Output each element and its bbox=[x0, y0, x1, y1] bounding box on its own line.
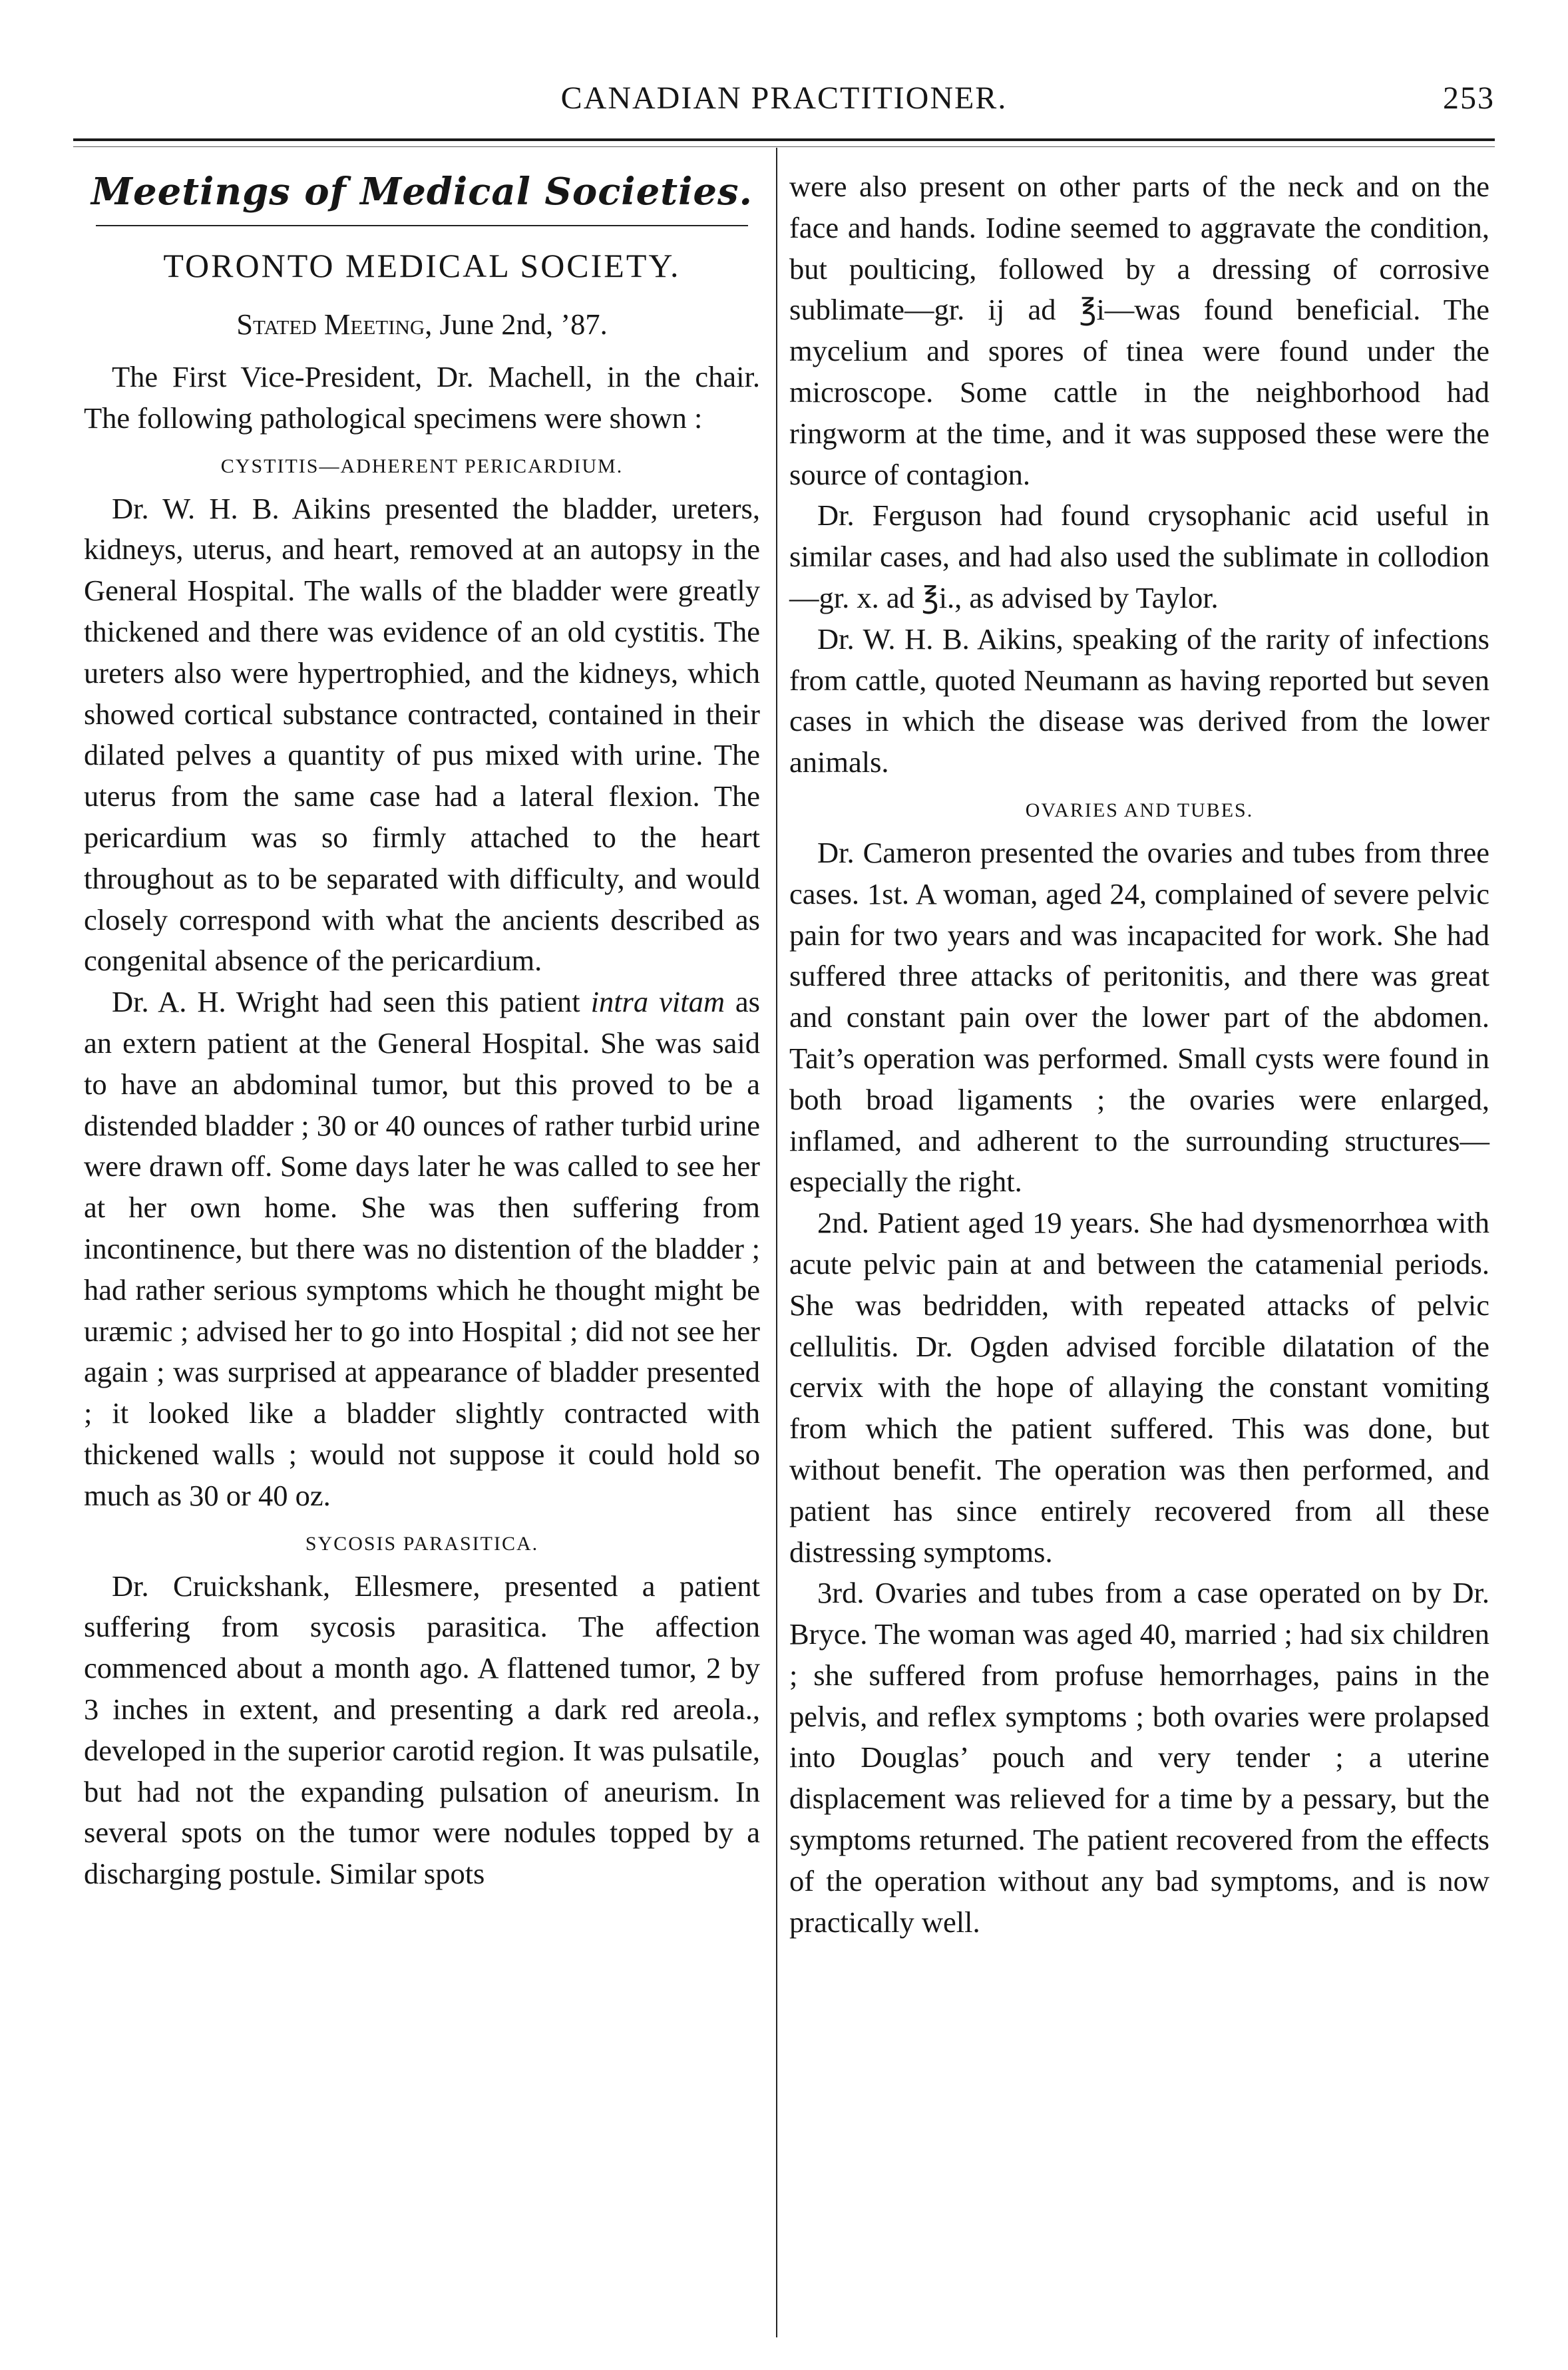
ovaries-paragraph-3: 3rd. Ovaries and tubes from a case operated on by Dr. Bryce. The woman was aged 40, married ; had six children ; she suffered from profuse hemorrhages, pains in the pelvis, and reflex symptoms ; both ovaries were prolapsed into Douglas’ pouch and very tender ; a uterine displacement was relieved for a time by a pessary, but the symptoms returned. The patient recovered from the effects of the operation without any bad symptoms, and is now practically well. bbox=[789, 1576, 1489, 1939]
page-header bbox=[73, 72, 1495, 125]
cystitis-paragraph-2 bbox=[84, 982, 760, 1516]
right-column bbox=[789, 166, 1489, 1943]
header-rule-thin bbox=[73, 146, 1495, 147]
cystitis-p2-rest: as an extern patient at the General Hospital. She was said to have an abdominal tumor, but this proved to be a distended bladder ; 30 or 40 ounces of rather turbid urine were drawn off. Some days later he was called to see her at her own home. She was then suffering from incontinence, but there was no distention of the bladder ; had rather serious symptoms which he thought might be uræmic ; advised her to go into Hospital ; did not see her again ; was surprised at appearance of bladder presented ; it looked like a bladder slightly contracted with thickened walls ; would not suppose it could hold so much as 30 or 40 oz. bbox=[84, 985, 760, 1512]
sycosis-paragraph-3: Dr. W. H. B. Aikins, speaking of the rarity of infections from cattle, quoted Neumann as having reported but seven cases in which the disease was derived from the lower animals. bbox=[789, 622, 1489, 779]
running-title: CANADIAN PRACTITIONER. bbox=[560, 81, 1008, 116]
section-title: Meetings of Medical Societies. bbox=[91, 170, 753, 214]
meeting-line bbox=[84, 303, 760, 345]
cystitis-p2-start: Dr. A. H. Wright had seen this patient bbox=[112, 985, 591, 1019]
cystitis-paragraph-1: Dr. W. H. B. Aikins presented the bladder, ureters, kidneys, uterus, and heart, removed at an autopsy in the General Hospital. The walls of the bladder were greatly thickened and there was evidence of an old cystitis. The ureters also were hypertrophied, and the kidneys, which showed cortical substance contracted, contained in their dilated pelves a quantity of pus mixed with urine. The uterus from the same case had a lateral flexion. The pericardium was so firmly attached to the heart throughout as to be separated with difficulty, and would closely correspond with what the ancients described as congenital absence of the pericardium. bbox=[84, 491, 760, 978]
sycosis-paragraph-1-continued: were also present on other parts of the neck and on the face and hands. Iodine seemed to aggravate the condition, but poulticing, followed by a dressing of corrosive sublimate—gr. ij ad ℥i—was found beneficial. The mycelium and spores of tinea were found under the microscope. Some cattle in the neighborhood had ringworm at the time, and it was supposed these were the source of contagion. bbox=[789, 170, 1489, 491]
page-number: 253 bbox=[1443, 81, 1495, 116]
subhead-ovaries: OVARIES AND TUBES. bbox=[1025, 799, 1254, 821]
section-title-rule bbox=[96, 225, 748, 226]
ovaries-paragraph-1: Dr. Cameron presented the ovaries and tubes from three cases. 1st. A woman, aged 24, complained of severe pelvic pain for two years and was incapacited for work. She had suffered three attacks of peritonitis, and there was great and constant pain over the lower part of the abdomen. Tait’s operation was performed. Small cysts were found in both broad ligaments ; the ovaries were enlarged, inflamed, and adherent to the surrounding structures—especially the right. bbox=[789, 835, 1489, 1199]
subhead-cystitis: CYSTITIS—ADHERENT PERICARDIUM. bbox=[220, 455, 624, 477]
sycosis-paragraph-1: Dr. Cruickshank, Ellesmere, presented a patient suffering from sycosis parasitica. The affection commenced about a month ago. A flattened tumor, 2 by 3 inches in extent, and presenting a dark red areola., developed in the superior carotid region. It was pulsatile, but had not the expanding pulsation of aneurism. In several spots on the tumor were nodules topped by a discharging postule. Similar spots bbox=[84, 1569, 760, 1891]
cystitis-p2-italic: intra vitam bbox=[590, 985, 725, 1019]
ovaries-paragraph-2: 2nd. Patient aged 19 years. She had dysmenorrhœa with acute pelvic pain at and between the catamenial periods. She was bedridden, with repeated attacks of pelvic cellulitis. Dr. Ogden advised forcible dilatation of the cervix with the hope of allaying the constant vomiting from which the patient suffered. This was done, but without benefit. The operation was then performed, and patient has since entirely recovered from all these distressing symptoms. bbox=[789, 1206, 1489, 1569]
meeting-date: June 2nd, ’87. bbox=[432, 307, 608, 341]
sycosis-paragraph-2: Dr. Ferguson had found crysophanic acid useful in similar cases, and had also used the sublimate in collodion—gr. x. ad ℥i., as advised by Taylor. bbox=[789, 498, 1489, 614]
society-title: TORONTO MEDICAL SOCIETY. bbox=[163, 247, 681, 284]
subhead-sycosis: SYCOSIS PARASITICA. bbox=[305, 1532, 539, 1555]
header-rule bbox=[73, 138, 1495, 141]
left-column bbox=[84, 166, 760, 1895]
meeting-type: Stated Meeting, bbox=[236, 307, 433, 341]
column-divider bbox=[776, 148, 777, 2337]
intro-paragraph: The First Vice-President, Dr. Machell, in the chair. The following pathological specimens were shown : bbox=[84, 360, 760, 435]
